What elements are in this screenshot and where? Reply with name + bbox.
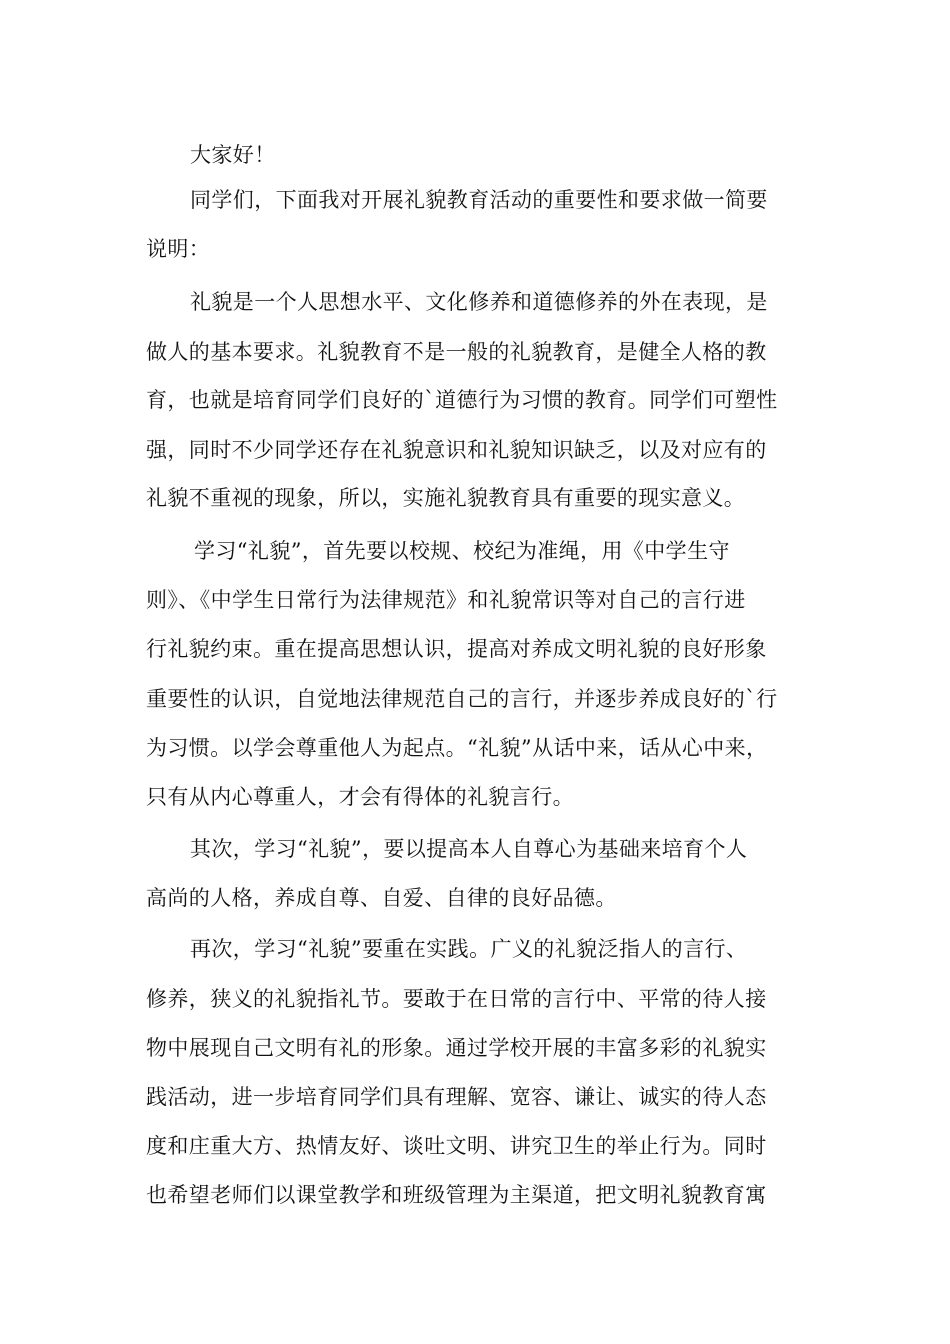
paragraph-1-line-1: 礼貌是一个人思想水平、文化修养和道德修养的外在表现，是 xyxy=(190,290,768,314)
paragraph-2-line-5: 为习惯。以学会尊重他人为起点。“礼貌”从话中来，话从心中来， xyxy=(146,736,768,760)
paragraph-4-line-2: 修养，狭义的礼貌指礼节。要敢于在日常的言行中、平常的待人接 xyxy=(146,987,767,1011)
greeting-line: 大家好！ xyxy=(190,143,276,167)
paragraph-1-line-2: 做人的基本要求。礼貌教育不是一般的礼貌教育，是健全人格的教 xyxy=(146,340,767,364)
paragraph-3-line-2: 高尚的人格，养成自尊、自爱、自律的良好品德。 xyxy=(146,886,617,910)
paragraph-2-line-2: 则》、《中学生日常行为法律规范》和礼貌常识等对自己的言行进 xyxy=(146,588,746,612)
paragraph-2-line-4: 重要性的认识，自觉地法律规范自己的言行，并逐步养成良好的`行 xyxy=(146,687,778,711)
paragraph-1-line-5: 礼貌不重视的现象，所以，实施礼貌教育具有重要的现实意义。 xyxy=(146,486,746,510)
intro-line-2: 说明： xyxy=(146,237,211,261)
paragraph-4-line-5: 度和庄重大方、热情友好、谈吐文明、讲究卫生的举止行为。同时 xyxy=(146,1134,767,1158)
paragraph-3-line-1: 其次，学习“礼貌”，要以提高本人自尊心为基础来培育个人 xyxy=(190,837,748,861)
intro-line-1: 同学们，下面我对开展礼貌教育活动的重要性和要求做一简要 xyxy=(190,188,768,212)
paragraph-4-line-1: 再次，学习“礼貌”要重在实践。广义的礼貌泛指人的言行、 xyxy=(190,937,748,961)
paragraph-2-line-1: 学习“礼貌”，首先要以校规、校纪为准绳，用《中学生守 xyxy=(194,539,730,563)
paragraph-1-line-3: 育，也就是培育同学们良好的`道德行为习惯的教育。同学们可塑性 xyxy=(146,388,778,412)
paragraph-2-line-6: 只有从内心尊重人，才会有得体的礼貌言行。 xyxy=(146,785,574,809)
paragraph-1-line-4: 强，同时不少同学还存在礼貌意识和礼貌知识缺乏，以及对应有的 xyxy=(146,438,767,462)
paragraph-4-line-4: 践活动，进一步培育同学们具有理解、宽容、谦让、诚实的待人态 xyxy=(146,1085,767,1109)
paragraph-4-line-6: 也希望老师们以课堂教学和班级管理为主渠道，把文明礼貌教育寓 xyxy=(146,1183,767,1207)
paragraph-2-line-3: 行礼貌约束。重在提高思想认识，提高对养成文明礼貌的良好形象 xyxy=(146,637,767,661)
paragraph-4-line-3: 物中展现自己文明有礼的形象。通过学校开展的丰富多彩的礼貌实 xyxy=(146,1036,767,1060)
